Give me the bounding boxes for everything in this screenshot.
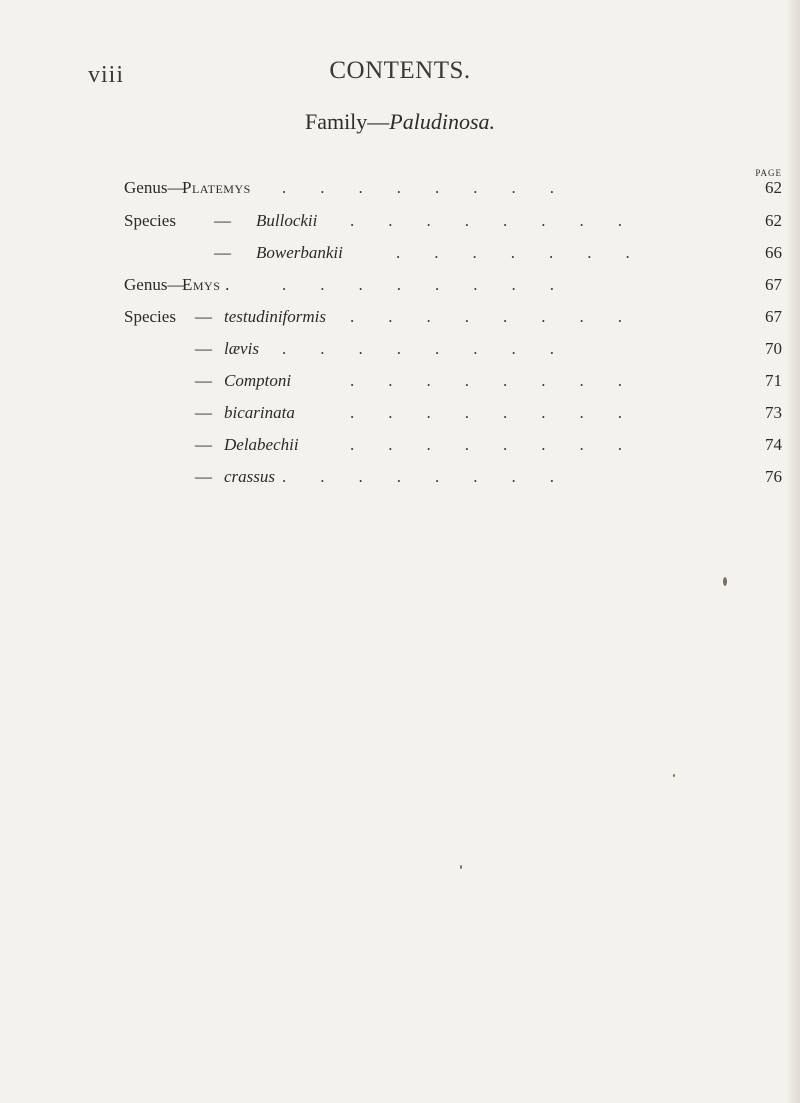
entry-dash: — <box>214 211 231 230</box>
entry-dash: — <box>195 435 212 454</box>
dot-leader: . . . . . . . . <box>350 371 622 390</box>
dot-leader: . . . . . . . . <box>282 467 554 486</box>
entry-page: 66 <box>765 243 782 262</box>
entry-name: crassus <box>224 467 276 486</box>
entry-dash: — <box>195 403 212 422</box>
contents-entry <box>0 467 800 491</box>
entry-rank: Genus— <box>124 275 185 294</box>
entry-page: 74 <box>765 435 782 454</box>
entry-name: Comptoni <box>224 371 292 390</box>
contents-entry <box>0 211 800 235</box>
entry-page: 67 <box>765 307 782 326</box>
dot-leader: . . . . . . . . <box>350 435 622 454</box>
dot-leader: . . . . . . . . <box>350 211 622 230</box>
entry-name: bicarinata <box>224 403 295 422</box>
family-prefix: Family— <box>304 109 390 134</box>
dot-leader: . . . . . . . . <box>282 275 554 294</box>
dot-leader: . . . . . . . . <box>282 178 554 197</box>
entry-dash: — <box>195 467 212 486</box>
entry-dash: — <box>195 307 212 326</box>
dot-leader: . . . . . . . . <box>350 307 622 326</box>
entry-name: testudiniformis <box>224 307 327 326</box>
entry-rank: Species <box>124 211 176 230</box>
entry-page: 62 <box>765 211 782 230</box>
entry-dash: — <box>195 339 212 358</box>
entry-dash: — <box>195 371 212 390</box>
contents-entry <box>0 403 800 427</box>
entry-page: 76 <box>765 467 782 486</box>
entry-name: Bullockii <box>256 211 318 230</box>
contents-entry <box>0 371 800 395</box>
entry-name: lævis <box>224 339 259 358</box>
entry-page: 67 <box>765 275 782 294</box>
contents-entry <box>0 178 800 202</box>
entry-name: Bowerbankii <box>256 243 343 262</box>
dot-leader: . . . . . . . . <box>282 339 554 358</box>
paper-speck <box>723 577 727 586</box>
contents-entry <box>0 435 800 459</box>
contents-entry <box>0 339 800 363</box>
entry-page: 70 <box>765 339 782 358</box>
page-number: viii <box>88 62 125 88</box>
entry-rank: Species <box>124 307 176 326</box>
page-edge-shadow <box>786 0 800 1103</box>
entry-name: Platemys <box>182 178 251 197</box>
dot-leader: . . . . . . . . <box>350 403 622 422</box>
entry-name: Emys . <box>182 275 230 294</box>
paper-speck <box>673 774 675 777</box>
contents-entry <box>0 243 800 267</box>
entry-page: 62 <box>765 178 782 197</box>
family-title <box>250 109 550 135</box>
contents-entry <box>0 307 800 331</box>
entry-rank: Genus— <box>124 178 185 197</box>
dot-leader: . . . . . . . <box>396 243 630 262</box>
entry-page: 73 <box>765 403 782 422</box>
family-name: Paludinosa. <box>389 109 496 134</box>
paper-speck <box>460 865 462 869</box>
running-head: CONTENTS. <box>329 57 471 84</box>
contents-entry <box>0 275 800 299</box>
entry-page: 71 <box>765 371 782 390</box>
entry-name: Delabechii <box>224 435 299 454</box>
entry-dash: — <box>214 243 231 262</box>
page-column-label: PAGE <box>755 168 782 178</box>
